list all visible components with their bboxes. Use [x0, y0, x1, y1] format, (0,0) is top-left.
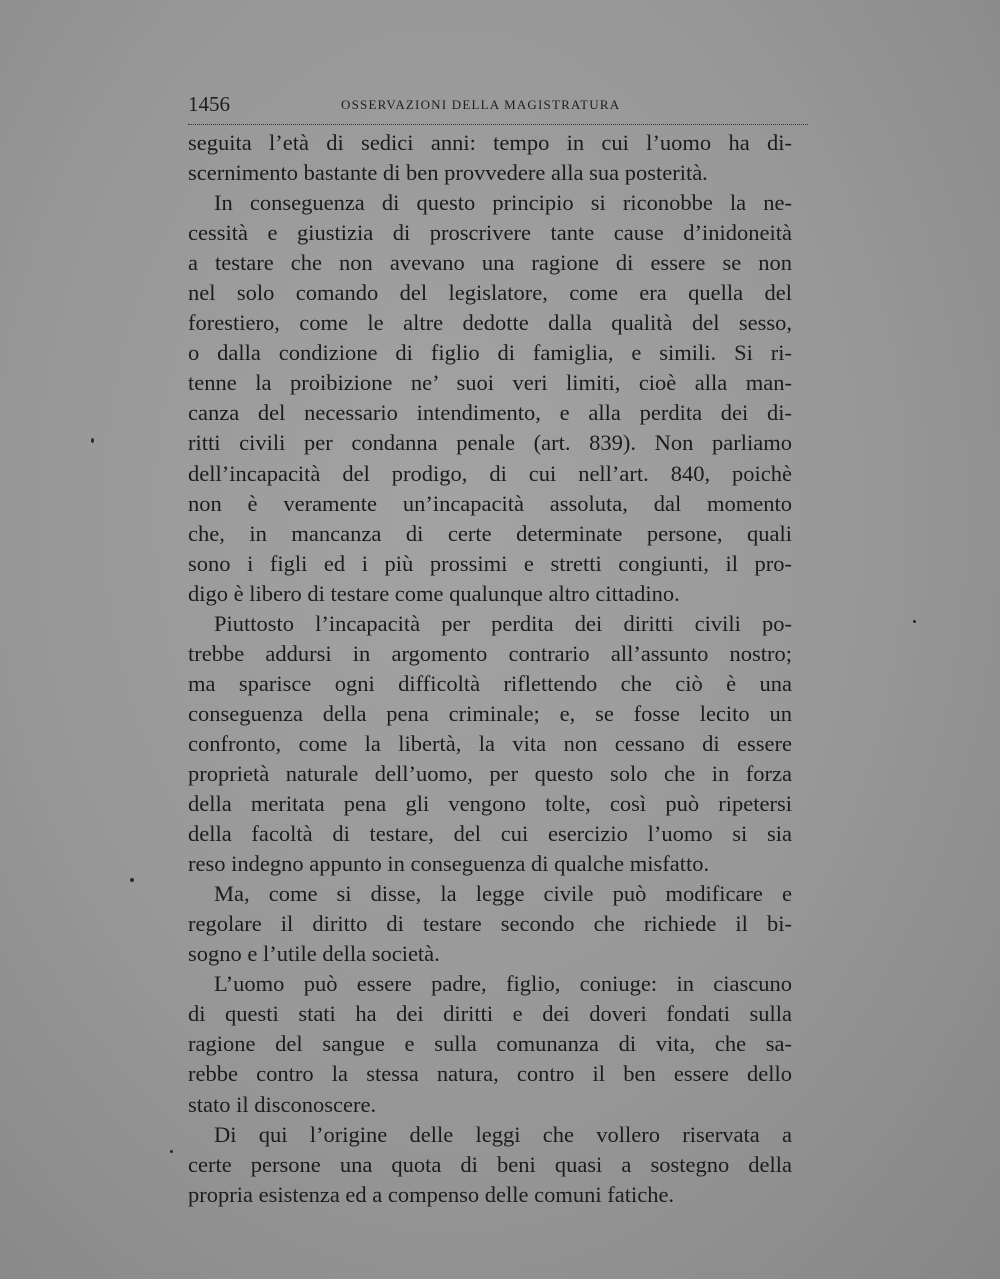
text-line: dell’incapacità del prodigo, di cui nell’art. 840, poichè [188, 460, 792, 486]
header-rule [188, 124, 808, 125]
text-line: rebbe contro la stessa natura, contro il ben essere dello [188, 1061, 792, 1087]
page-number: 1456 [188, 92, 230, 116]
page-header [188, 92, 788, 116]
text-line: sono i figli ed i più prossimi e stretti congiunti, il pro- [188, 550, 792, 576]
text-line: reso indegno appunto in conseguenza di qualche misfatto. [188, 851, 710, 877]
text-line: L’uomo può essere padre, figlio, coniuge: in ciascuno [214, 971, 792, 997]
text-line: Di qui l’origine delle leggi che vollero riservata a [214, 1121, 792, 1147]
text-line: a testare che non avevano una ragione di essere se non [188, 250, 792, 276]
text-line: ragione del sangue e sulla comunanza di vita, che sa- [188, 1031, 792, 1057]
text-line: nel solo comando del legislatore, come era quella del [188, 280, 792, 306]
text-line: sogno e l’utile della società. [188, 941, 440, 967]
text-line: confronto, come la libertà, la vita non cessano di essere [188, 730, 792, 756]
text-line: stato il disconoscere. [188, 1091, 377, 1117]
paper-speck [170, 1150, 173, 1153]
text-line: cessità e giustizia di proscrivere tante cause d’inidoneità [188, 220, 792, 246]
paper-speck [91, 438, 94, 443]
text-line: proprietà naturale dell’uomo, per questo solo che in forza [188, 760, 792, 786]
text-line: o dalla condizione di figlio di famiglia, e simili. Si ri- [188, 340, 792, 366]
body-text [188, 128, 792, 1210]
text-line: della meritata pena gli vengono tolte, così può ripetersi [188, 791, 792, 817]
text-line: ritti civili per condanna penale (art. 839). Non parliamo [188, 430, 792, 456]
text-line: scernimento bastante di ben provvedere alla sua posterità. [188, 160, 708, 186]
text-line: della facoltà di testare, del cui esercizio l’uomo si sia [188, 821, 792, 847]
text-line: non è veramente un’incapacità assoluta, dal momento [188, 490, 792, 516]
text-line: propria esistenza ed a compenso delle comuni fatiche. [188, 1181, 675, 1207]
text-line: In conseguenza di questo principio si riconobbe la ne- [214, 190, 792, 216]
text-line: regolare il diritto di testare secondo che richiede il bi- [188, 911, 792, 937]
text-line: ma sparisce ogni difficoltà riflettendo che ciò è una [188, 670, 792, 696]
text-line: di questi stati ha dei diritti e dei doveri fondati sulla [188, 1001, 792, 1027]
text-line: conseguenza della pena criminale; e, se fosse lecito un [188, 700, 792, 726]
text-line: Ma, come si disse, la legge civile può modificare e [214, 881, 792, 907]
text-line: seguita l’età di sedici anni: tempo in cui l’uomo ha di- [188, 130, 792, 155]
text-line: forestiero, come le altre dedotte dalla qualità del sesso, [188, 310, 792, 336]
paper-speck [913, 620, 916, 623]
paper-speck [130, 878, 134, 882]
running-head: OSSERVAZIONI DELLA MAGISTRATURA [341, 97, 621, 112]
text-line: certe persone una quota di beni quasi a sostegno della [188, 1151, 792, 1177]
text-line: tenne la proibizione ne’ suoi veri limiti, cioè alla man- [188, 370, 792, 396]
text-line: digo è libero di testare come qualunque altro cittadino. [188, 580, 680, 606]
text-line: canza del necessario intendimento, e alla perdita dei di- [188, 400, 792, 426]
text-line: che, in mancanza di certe determinate persone, quali [188, 520, 792, 546]
text-line: Piuttosto l’incapacità per perdita dei diritti civili po- [214, 610, 792, 636]
text-line: trebbe addursi in argomento contrario all’assunto nostro; [188, 640, 792, 666]
